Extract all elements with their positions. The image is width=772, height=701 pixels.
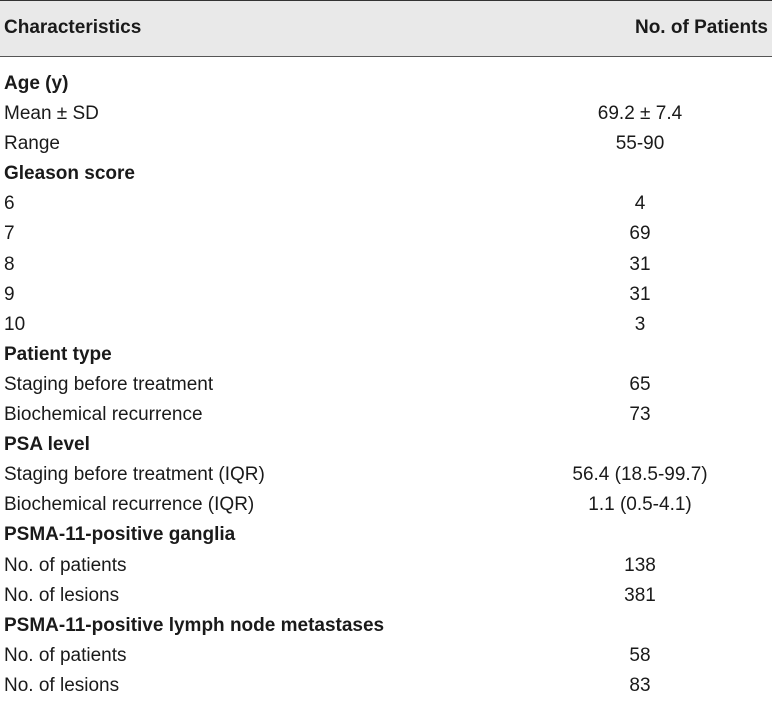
section-label: PSMA-11-positive ganglia [4,524,236,546]
row-value: 138 [624,554,656,576]
row-value: 56.4 (18.5-99.7) [572,464,708,486]
table-row [0,189,772,219]
row-label: No. of lesions [4,674,120,696]
section-label: Patient type [4,343,112,365]
section-label: Age (y) [4,73,69,94]
table-row [0,370,772,400]
row-value: 65 [629,373,651,395]
table-row [0,129,772,159]
row-value: 55-90 [615,133,665,155]
table-body [0,69,772,701]
row-value: 69 [629,223,651,245]
section-heading-row [0,430,772,460]
row-value: 381 [624,584,656,606]
table-row [0,219,772,249]
row-label: 6 [4,193,15,215]
row-label: Staging before treatment [4,373,214,395]
row-label: 9 [4,283,15,305]
section-label: PSMA-11-positive lymph node metastases [4,614,385,636]
table-row [0,310,772,340]
table-row [0,551,772,581]
section-heading-row [0,159,772,189]
row-label: 7 [4,223,15,245]
row-value: 3 [634,313,646,335]
table-top-rule [0,0,772,1]
row-label: 8 [4,253,15,275]
table-row [0,400,772,430]
table-row [0,99,772,129]
header-no-of-patients: No. of Patients [634,17,768,38]
row-label: Staging before treatment (IQR) [4,464,265,486]
header-characteristics: Characteristics [4,17,142,38]
table-row [0,671,772,701]
row-label: 10 [4,313,26,335]
section-heading-row [0,340,772,370]
table-row [0,490,772,520]
row-label: Range [4,133,60,155]
table-row [0,280,772,310]
row-label: Biochemical recurrence (IQR) [4,494,255,516]
row-value: 83 [629,674,651,696]
row-value: 1.1 (0.5-4.1) [588,494,692,516]
row-value: 73 [629,404,651,426]
section-heading-row [0,520,772,550]
table-row [0,641,772,671]
row-value: 31 [629,253,651,275]
row-label: No. of lesions [4,584,120,606]
table-row [0,581,772,611]
row-value: 4 [634,193,646,215]
row-label: No. of patients [4,644,127,666]
row-label: Biochemical recurrence [4,404,203,426]
section-label: PSA level [4,434,90,456]
table-row [0,250,772,280]
section-heading-row [0,69,772,99]
table-header [0,0,772,56]
section-heading-row [0,611,772,641]
row-value: 69.2 ± 7.4 [597,103,683,125]
row-label: No. of patients [4,554,127,576]
header-bottom-rule [0,56,772,57]
row-value: 31 [629,283,651,305]
table-row [0,460,772,490]
row-value: 58 [629,644,651,666]
row-label: Mean ± SD [4,103,99,125]
section-label: Gleason score [4,163,135,185]
